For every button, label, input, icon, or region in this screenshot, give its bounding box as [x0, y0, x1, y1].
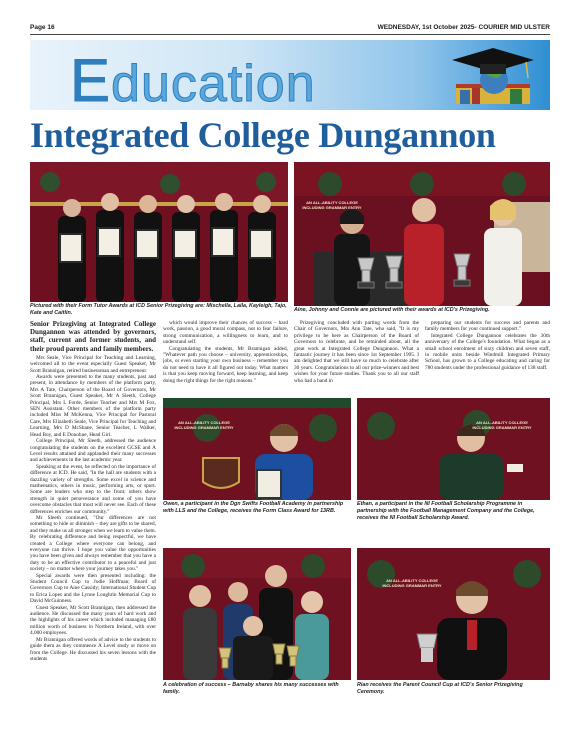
article-lead: Senior Prizegiving at Integrated College Dungannon was attended by governors, staff, current and former students, and their proud parents and family members. — [30, 320, 156, 353]
article-paragraph: Speaking at the event, he reflected on the importance of difference at ICD. He said, "In the hall are students with a dazzling variety of strengths. Some excel in science and mathematics, others in music, performing arts, or sport. Some are leaders who step to the front; others show strength in quiet perseverance and some of you have overcome obstacles that most will never see. Each of these differences enriches our community." — [30, 463, 156, 515]
article-paragraph: Guest Speaker, Mr Scott Brannigan, then addressed the audience. He discussed the many years of hard work and the highlights of his career which included managing £80 million worth of business in Northern Ireland, with over 4,000 employees. — [30, 604, 156, 637]
banner-title-initial: E — [70, 47, 112, 110]
photo-rian-parent-council-cup — [357, 548, 550, 680]
article-paragraph: Mr Brannigan offered words of advice to the students to guide them as they commence A Level study or move on from the College. He discussed his seven lessons with the students — [30, 636, 156, 662]
photo-barnaby-family — [163, 548, 351, 680]
page-header — [30, 22, 550, 34]
caption-ethan: Ethan, a participant in the NI Football Scholarship Programme in partnership with the Football Management Company and the College, receives the NI Football Scholarship Award. — [357, 501, 535, 521]
photo-ethan-scholarship — [357, 398, 550, 500]
caption-trophy-winners: Aine, Johnny and Connie are pictured with their awards at ICD's Prizegiving. — [294, 307, 490, 313]
headline: Integrated College Dungannon — [30, 115, 496, 155]
banner-title — [70, 46, 316, 110]
article-column-2 — [163, 320, 288, 410]
article-paragraph: Awards were presented to the many students, past and present, in attendance by members of the platform party, Mrs A Tate, Chairperson of the Board of Governors, Mr Scott Brannigan, Guest Speaker, Mr A Sleeth, College Principal, Mrs L Forde, Senior Teacher and Mrs M Fox, SEN Assistant. Other members of the platform party included Miss M McKenna, Vice Principal for Pastoral Care, Mrs Elizabeth Seale, Vice Principal for Teaching and Learning, Mrs D McShane, Senior Teacher, L Walker, Head Boy, and E Donohue, Head Girl. — [30, 374, 156, 438]
photo-trophy-winners — [294, 162, 550, 306]
article-column-4 — [425, 320, 550, 402]
article-paragraph: Mr Sleeth continued, "Our differences are not something to hide or diminish – they are gifts to be shared, and they make us all stronger when we learn to value them. By celebrating difference and being respectful, we have created a College where everyone can belong, and everyone can thrive. I hope you value the opportunities you have been given and always remember that you have a duty to be an effective contributor to a peaceful and just society – no matter where your journey takes you." — [30, 514, 156, 573]
article-paragraph: which would improve their chances of success – hard work, passion, a good moral compass, not to fear failure, strong communication, a willingness to learn, and to understand self. — [163, 320, 288, 346]
article-paragraph: College Principal, Mr Sleeth, addressed the audience congratulating the students on the excellent GCSE and A Level results attained and applauded their many successes and achievements in the last academic year. — [30, 438, 156, 464]
article-paragraph: preparing our students for success and parents and family members for your continued support." — [425, 320, 550, 333]
article-paragraph: Congratulating the students, Mr Brannigan added, "Whatever path you choose – university, apprenticeships, jobs, or even starting your own business – remember you do not need to have it all figured out today. What matters is that you keep moving forward, keep learning, and keep doing the right things for the right reasons." — [163, 345, 288, 384]
article-column-3 — [294, 320, 419, 402]
photo-owen-form-class-award — [163, 398, 351, 500]
photo-form-tutor-awards — [30, 162, 288, 302]
backdrop-slogan: AN ALL-ABILITY COLLEGE INCLUDING GRAMMAR ENTRY — [472, 420, 532, 430]
article-paragraph: Integrated College Dungannon celebrates the 30th anniversary of the College's foundation. What began as a small school enrolment of sixty children and seven staff, in mobile units beside Windmill Integrated Primary School, has grown to a College educating and caring for 780 students under the professional guidance of 138 staff. — [425, 332, 550, 371]
caption-barnaby: A celebration of success – Barnaby shares his many successes with family. — [163, 682, 339, 695]
article-column-1 — [30, 320, 156, 722]
article-paragraph: Mrs Seale, Vice Principal for Teaching and Learning, welcomed all to the event especially Guest Speaker, Mr Scott Brannigan, retired businessman and entrepreneur. — [30, 354, 156, 374]
banner-title-rest: ducation — [111, 55, 316, 110]
education-banner — [30, 40, 550, 110]
backdrop-slogan: AN ALL-ABILITY COLLEGE INCLUDING GRAMMAR ENTRY — [302, 200, 362, 210]
article-paragraph: Special awards were then presented including: the Student Council Cup to Jodie Hoffman; Board of Governors Cup to Aine Cassidy; International Student Cup to Erica Lopes and the Lynne Loughrin Memorial Cup to David McGuinness. — [30, 572, 156, 605]
backdrop-slogan: AN ALL-ABILITY COLLEGE INCLUDING GRAMMAR ENTRY — [174, 420, 234, 430]
backdrop-slogan: AN ALL-ABILITY COLLEGE INCLUDING GRAMMAR ENTRY — [382, 578, 442, 588]
date-line: WEDNESDAY, 1st October 2025- COURIER MID ULSTER — [377, 24, 550, 31]
caption-rian: Rian receives the Parent Council Cup at ICD's Senior Prizegiving Ceremony. — [357, 682, 523, 695]
page-number: Page 16 — [30, 24, 55, 31]
article-paragraph: Prizegiving concluded with parting words from the Chair of Governors, Mrs Ann Tate, who said, "It is my privilege to be here as Chairperson of the Board of Governors to celebrate, and be reminded about, all the great work at Integrated College Dungannon. What a fantastic journey it has been since 1st September 1995. I am delighted that we still have so much to celebrate after 30 years. Congratulations to all our prize-winners and best wishes for your future studies. Thank you to all our staff who had a hand in — [294, 320, 419, 384]
caption-owen: Owen, a participant in the Dgn Swifts Football Academy in partnership with LLS and the College, receives the Form Class Award for 13RB. — [163, 501, 344, 514]
header-rule — [30, 34, 550, 35]
caption-form-tutor-awards: Pictured with their Form Tutor Awards at ICD Senior Prizegiving are: Mischella, Laila, Kayleigh, Tajo, Kate and Caitlin. — [30, 303, 287, 316]
graduation-cap-icon — [450, 44, 536, 106]
